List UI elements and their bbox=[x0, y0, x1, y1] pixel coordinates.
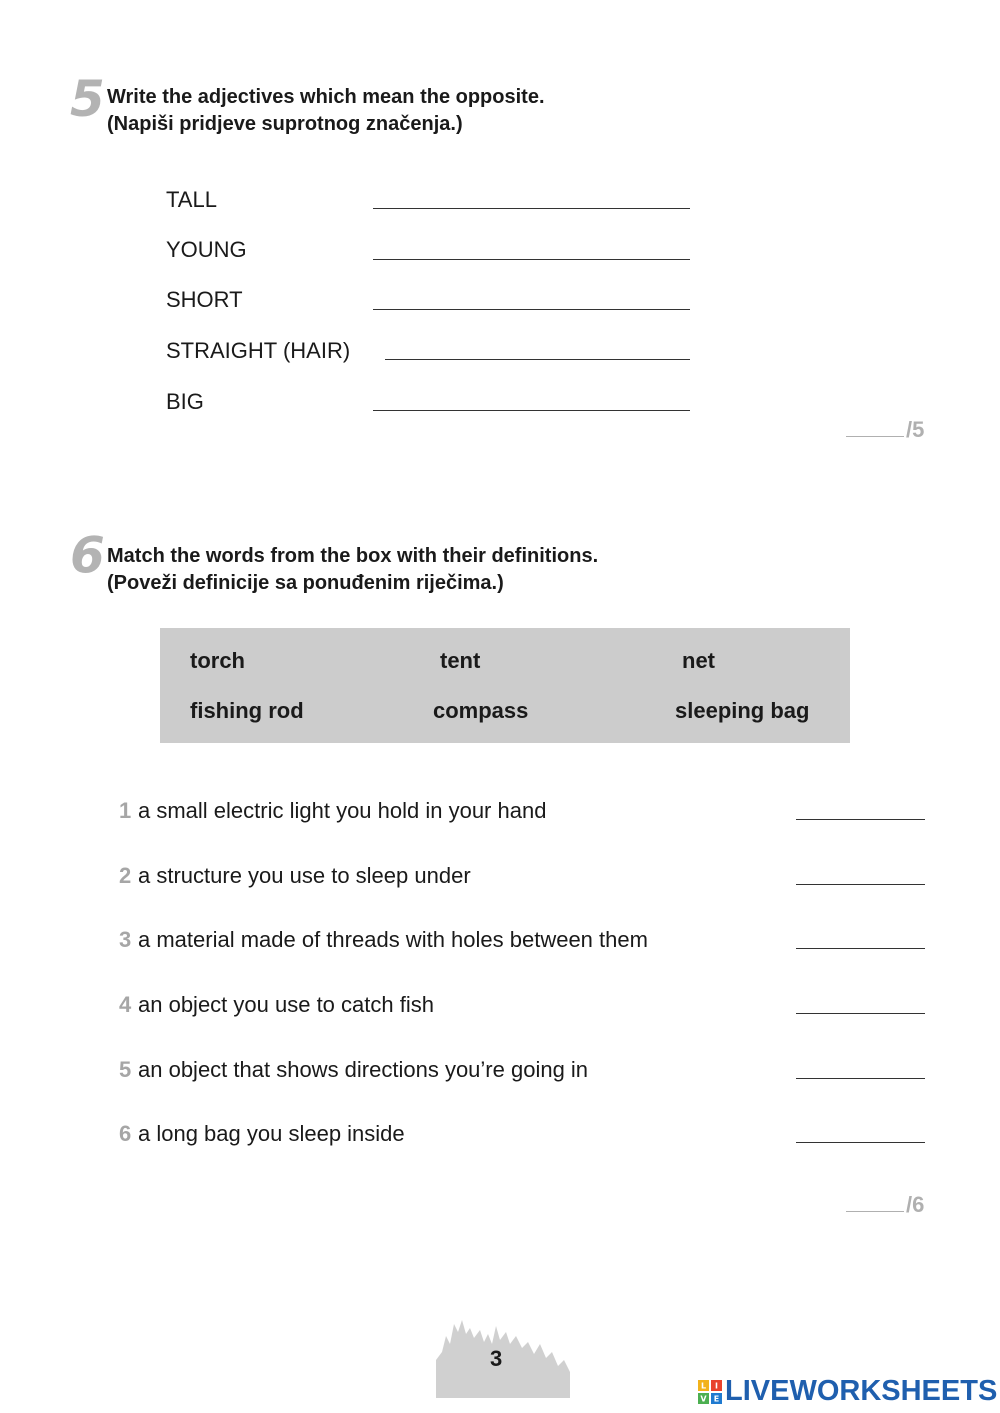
definition-number: 3 bbox=[119, 927, 132, 952]
adjective-label: TALL bbox=[166, 187, 217, 212]
exercise-6-score bbox=[846, 1192, 924, 1218]
exercise-5-instruction bbox=[107, 84, 545, 138]
word-box-item: compass bbox=[433, 698, 529, 723]
exercise-6-instruction-hr: (Poveži definicije sa ponuđenim riječima.) bbox=[107, 572, 504, 594]
word-box-item: sleeping bag bbox=[675, 698, 810, 723]
page-number-background bbox=[436, 1314, 570, 1398]
definition-text: an object you use to catch fish bbox=[138, 992, 434, 1017]
definition-text: a long bag you sleep inside bbox=[138, 1121, 405, 1146]
score-blank bbox=[846, 1195, 904, 1212]
logo-letter: L bbox=[700, 1381, 707, 1390]
exercise-5-score-total: /5 bbox=[906, 417, 925, 442]
adjective-label: YOUNG bbox=[166, 237, 247, 262]
logo-letter: V bbox=[700, 1394, 707, 1403]
definition-text: a material made of threads with holes between them bbox=[138, 927, 648, 952]
exercise-5-score bbox=[846, 417, 924, 443]
word-box-item: fishing rod bbox=[190, 698, 304, 723]
definition-answer-line[interactable] bbox=[796, 1142, 925, 1143]
page-number: 3 bbox=[490, 1346, 503, 1371]
definition-answer-line[interactable] bbox=[796, 948, 925, 949]
answer-line[interactable] bbox=[373, 208, 690, 209]
answer-line[interactable] bbox=[373, 309, 690, 310]
definition-number: 1 bbox=[119, 798, 132, 823]
logo-letter: I bbox=[715, 1381, 718, 1390]
liveworksheets-logo bbox=[698, 1375, 997, 1408]
definition-answer-line[interactable] bbox=[796, 819, 925, 820]
definition-text: a structure you use to sleep under bbox=[138, 863, 471, 888]
definition-answer-line[interactable] bbox=[796, 884, 925, 885]
adjective-label: SHORT bbox=[166, 287, 243, 312]
word-box-item: net bbox=[682, 648, 715, 673]
logo-letter: E bbox=[713, 1394, 720, 1403]
exercise-6-instruction bbox=[107, 543, 598, 597]
adjective-label: BIG bbox=[166, 389, 204, 414]
word-box-item: tent bbox=[440, 648, 481, 673]
adjective-label: STRAIGHT (HAIR) bbox=[166, 338, 351, 363]
definition-number: 4 bbox=[119, 992, 132, 1017]
definition-number: 5 bbox=[119, 1057, 132, 1082]
exercise-5-instruction-en: Write the adjectives which mean the opposite. bbox=[107, 86, 545, 108]
exercise-5-number: 5 bbox=[70, 70, 105, 128]
exercise-5-instruction-hr: (Napiši pridjeve suprotnog značenja.) bbox=[107, 113, 463, 135]
definition-text: a small electric light you hold in your hand bbox=[138, 798, 547, 823]
answer-line[interactable] bbox=[373, 259, 690, 260]
exercise-6-instruction-en: Match the words from the box with their definitions. bbox=[107, 545, 599, 567]
word-box bbox=[160, 628, 850, 743]
score-blank bbox=[846, 420, 904, 437]
word-box-item: torch bbox=[190, 648, 245, 673]
answer-line[interactable] bbox=[373, 410, 690, 411]
definition-answer-line[interactable] bbox=[796, 1078, 925, 1079]
brand-name: LIVEWORKSHEETS bbox=[725, 1375, 998, 1407]
definition-number: 6 bbox=[119, 1121, 132, 1146]
exercise-6-number: 6 bbox=[70, 526, 105, 584]
definition-text: an object that shows directions you’re going in bbox=[138, 1057, 589, 1082]
logo-grid-icon bbox=[698, 1380, 722, 1404]
definition-answer-line[interactable] bbox=[796, 1013, 925, 1014]
definition-number: 2 bbox=[119, 863, 132, 888]
exercise-6-score-total: /6 bbox=[906, 1192, 925, 1217]
answer-line[interactable] bbox=[385, 359, 690, 360]
